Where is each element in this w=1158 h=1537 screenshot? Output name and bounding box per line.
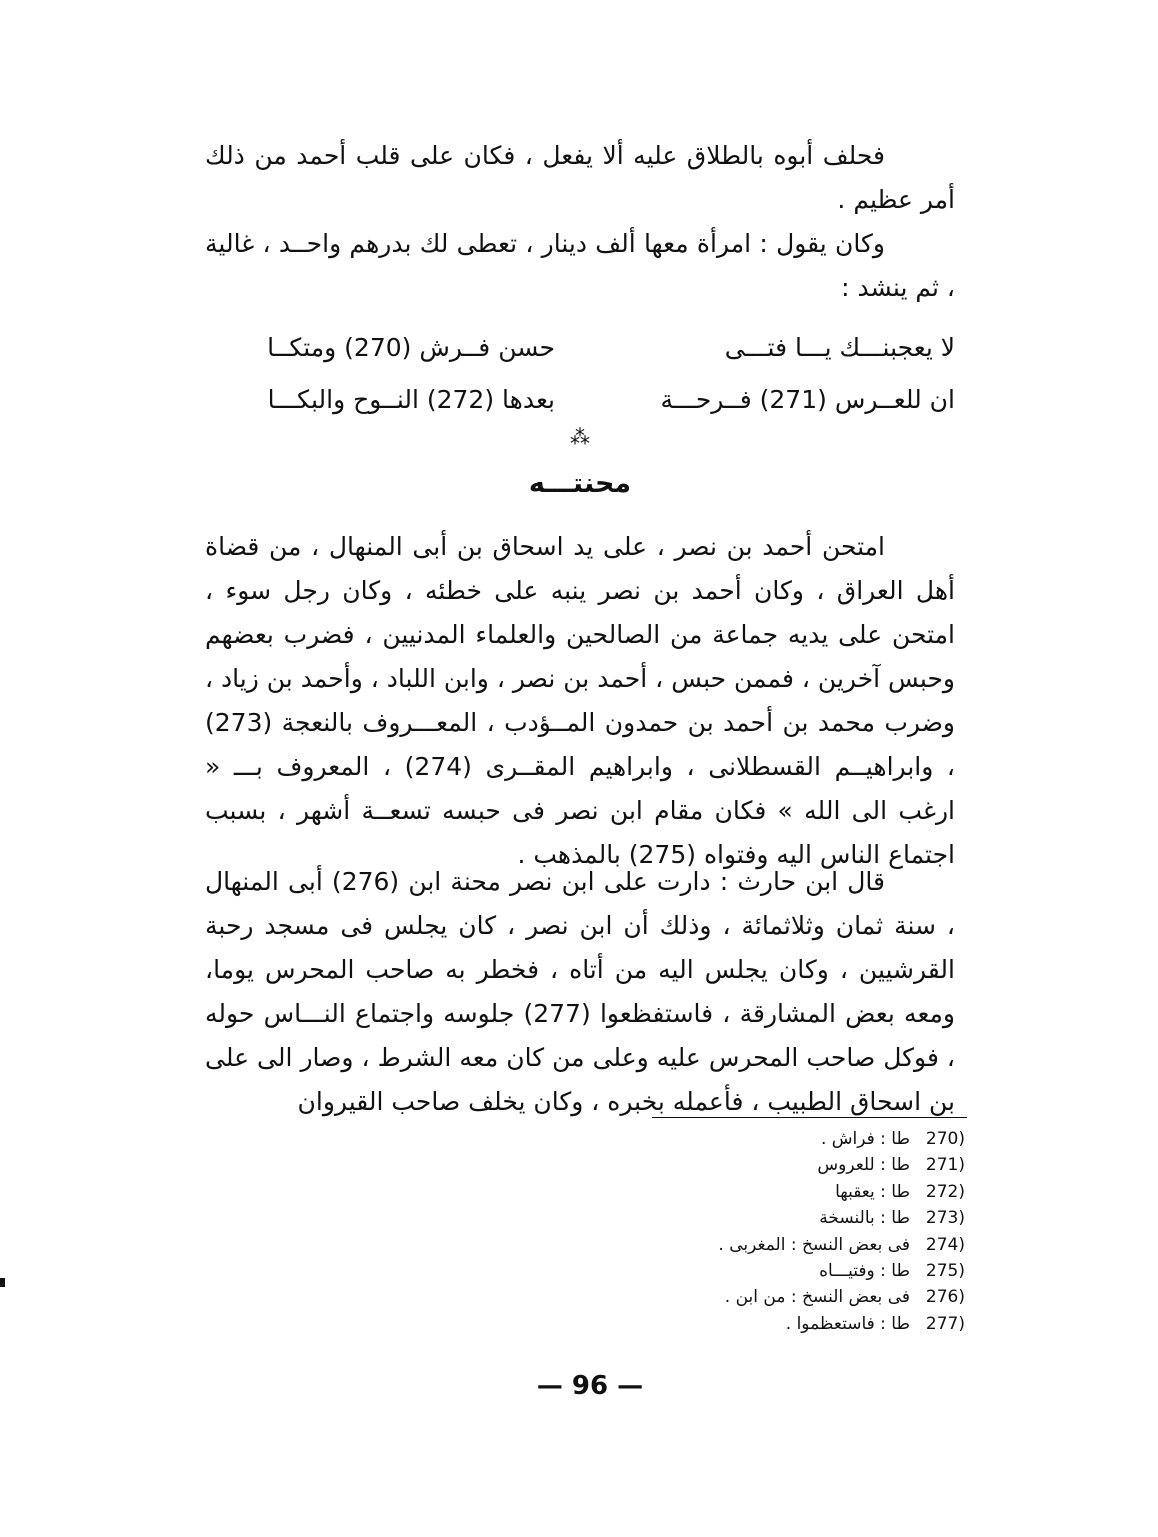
verse-2-second-hemistich: بعدها (272) النــوح والبكـــا — [267, 385, 555, 414]
paragraph-saying: وكان يقول : امرأة معها ألف دينار ، تعطى لك بدرهم واحــد ، غالية ، ثم ينشد : — [205, 229, 955, 302]
footnote-text: فى بعض النسخ : من ابن . — [724, 1287, 910, 1308]
footnote-item — [560, 1232, 965, 1258]
footnote-item — [560, 1258, 965, 1284]
footnote-text: طا : يعقبها — [835, 1181, 910, 1202]
footnote-text: طا : فاستعظموا . — [785, 1313, 910, 1334]
verse-line-1 — [205, 326, 955, 370]
footnote-number: (275 — [925, 1260, 965, 1281]
footnote-text: طا : وفتيـــاه — [819, 1260, 910, 1281]
footnote-number: (277 — [925, 1313, 965, 1334]
footnote-item — [560, 1311, 965, 1337]
footnotes-list — [560, 1126, 965, 1337]
verse-line-2 — [205, 378, 955, 422]
paragraph-oath: فحلف أبوه بالطلاق عليه ألا يفعل ، فكان على قلب أحمد من ذلك أمر عظيم . — [205, 141, 955, 214]
footnote-item — [560, 1205, 965, 1231]
footnote-number: (270 — [925, 1129, 965, 1149]
footnote-number: (272 — [925, 1181, 965, 1202]
footnote-number: (274 — [925, 1234, 965, 1255]
footnote-text: طا : فراش . — [820, 1129, 910, 1149]
verse-2-first-hemistich: ان للعــرس (271) فــرحـــة — [660, 385, 955, 414]
paragraph-ibn-harith: قال ابن حارث : دارت على ابن نصر محنة ابن (276) أبى المنهال ، سنة ثمان وثلاثمائة ، وذلك أن ابن نصر ، كان يجلس فى مسجد رحبة القرشيين ، وكان يجلس اليه من أتاه ، فخطر به صاحب المحرس يوما، ومعه بعض المشارقة ، فاستفظعوا (277) جلوسه واجتماع النـــاس حوله ، فوكل صاحب المحرس عليه وعلى من كان معه الشرط ، وصار الى على بن اسحاق الطبيب ، فأعمله بخبره ، وكان يخلف صاحب القيروان — [205, 867, 955, 1116]
section-heading: محنتـــه — [528, 468, 632, 499]
footnote-number: (271 — [925, 1155, 965, 1176]
footnote-item — [560, 1126, 965, 1152]
footnote-item — [560, 1284, 965, 1310]
footnote-divider — [652, 1117, 967, 1118]
footnote-text: طا : للعروس — [817, 1155, 910, 1176]
footnote-number: (276 — [925, 1287, 965, 1308]
footnote-number: (273 — [925, 1208, 965, 1229]
footnote-text: فى بعض النسخ : المغربى . — [718, 1234, 910, 1255]
verse-1-second-hemistich: حسن فــرش (270) ومتكــا — [267, 333, 555, 362]
scan-speck — [0, 1278, 5, 1287]
footnote-item — [560, 1179, 965, 1205]
section-ornament: ⁂ — [570, 425, 590, 449]
paragraph-ordeal: امتحن أحمد بن نصر ، على يد اسحاق بن أبى المنهال ، من قضاة أهل العراق ، وكان أحمد بن نصر ينبه على خطئه ، وكان رجل سوء ، امتحن على يديه جماعة من الصالحين والعلماء المدنيين ، فضرب بعضهم وحبس آخرين ، فممن حبس ، أحمد بن نصر ، وابن اللباد ، وأحمد بن زياد ، وضرب محمد بن أحمد بن حمدون المــؤدب ، المعـــروف بالنعجة (273) ، وابراهيــم القسطلانى ، وابراهيم المقــرى (274) ، المعروف بـــ « ارغب الى الله » فكان مقام ابن نصر فى حبسه تسعــة أشهر ، بسبب اجتماع الناس اليه وفتواه (275) بالمذهب . — [205, 532, 955, 869]
footnote-text: طا : بالنسخة — [819, 1208, 910, 1229]
verse-1-first-hemistich: لا يعجبنـــك يـــا فتـــى — [724, 333, 955, 362]
page-number: — 96 — — [536, 1371, 644, 1401]
footnote-item — [560, 1152, 965, 1178]
